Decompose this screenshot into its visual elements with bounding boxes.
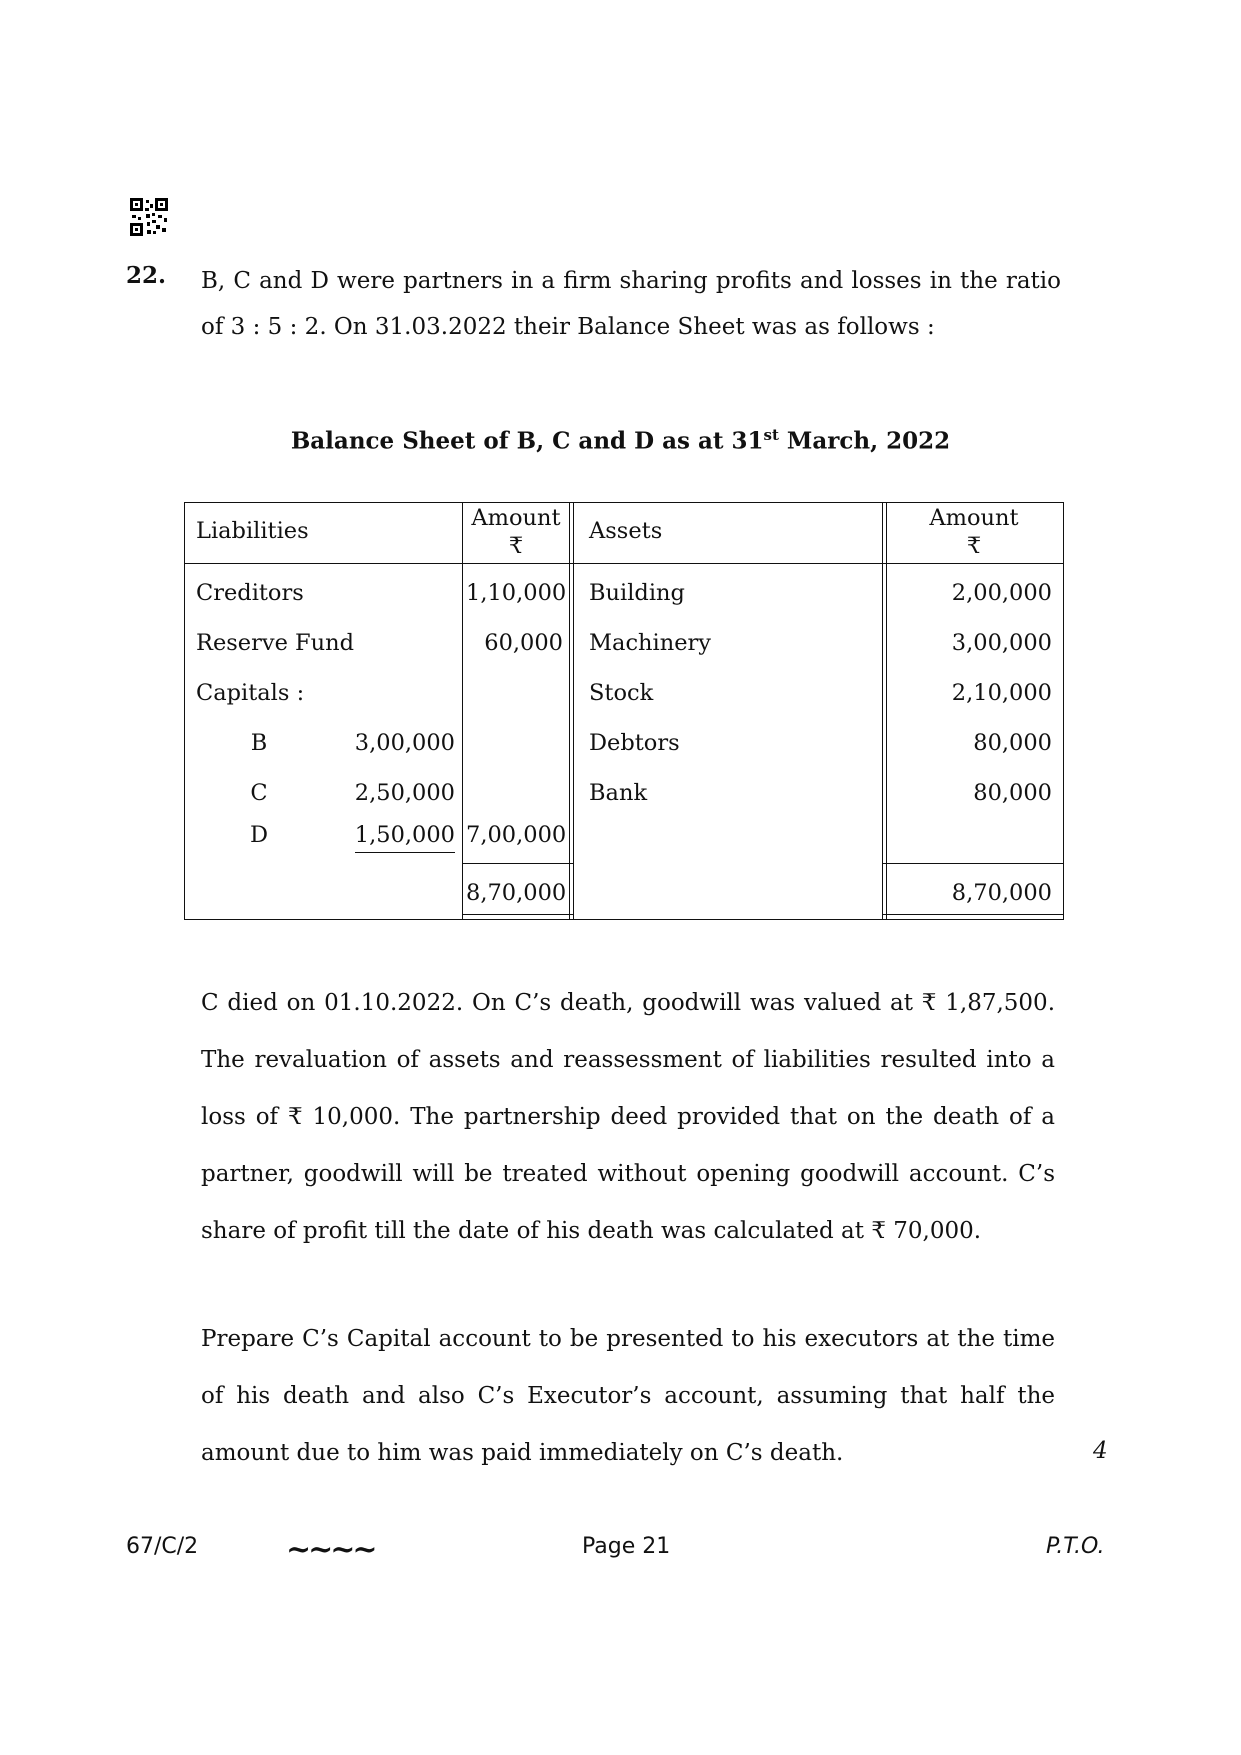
asset-amount: 3,00,000 [951,630,1052,656]
partner-capital: 1,50,000 [354,822,455,848]
header-assets: Assets [589,518,663,544]
header-amount-liabilities: Amount ₹ [471,505,561,559]
paragraph-instructions: Prepare C’s Capital account to be presented to his executors at the time of his death and also C’s Executor’s account, assuming that half the amount due to him was paid immediately on C’s death. [201,1326,1055,1466]
capitals-label: Capitals : [196,680,305,706]
wave-divider: ~~~~ [286,1532,375,1567]
liabilities-total: 8,70,000 [466,880,567,906]
asset-name: Debtors [589,730,680,756]
assets-total: 8,70,000 [951,880,1052,906]
marks: 4 [1093,1438,1108,1464]
balance-sheet-title: Balance Sheet of B, C and D as at 31st March, 2022 [290,426,951,455]
header-liabilities: Liabilities [196,518,309,544]
asset-name: Bank [589,780,648,806]
reserve-fund-amount: 60,000 [484,630,563,656]
paragraph-death-details: C died on 01.10.2022. On C’s death, goodwill was valued at ₹ 1,87,500. The revaluation of assets and reassessment of liabilities resulted into a loss of ₹ 10,000. The partnership deed provided that on the death of a partner, goodwill will be treated without opening goodwill account. C’s share of profit till the date of his death was calculated at ₹ 70,000. [201,990,1055,1244]
asset-amount: 80,000 [973,780,1052,806]
partner-name: D [249,822,269,848]
partner-name: B [250,730,268,756]
asset-amount: 2,00,000 [951,580,1052,606]
balance-sheet-table [184,502,1064,920]
partner-capital: 3,00,000 [354,730,455,756]
partner-name: C [250,780,268,806]
page-number: Page 21 [582,1534,671,1559]
asset-amount: 80,000 [973,730,1052,756]
question-intro: B, C and D were partners in a firm sharing profits and losses in the ratio of 3 : 5 : 2. On 31.03.2022 their Balance Sheet was as follows : [201,268,1061,340]
pto: P.T.O. [1046,1534,1105,1559]
qr-code-icon [130,198,168,236]
asset-name: Machinery [589,630,712,656]
asset-name: Stock [589,680,654,706]
capitals-total: 7,00,000 [466,822,567,848]
header-amount-assets: Amount ₹ [929,505,1019,559]
creditors-amount: 1,10,000 [466,580,567,606]
partner-capital: 2,50,000 [354,780,455,806]
liability-reserve-fund: Reserve Fund [196,630,355,656]
question-number: 22. [126,262,167,289]
asset-amount: 2,10,000 [951,680,1052,706]
asset-name: Building [589,580,685,606]
paper-code: 67/C/2 [126,1534,199,1559]
liability-creditors: Creditors [196,580,304,606]
